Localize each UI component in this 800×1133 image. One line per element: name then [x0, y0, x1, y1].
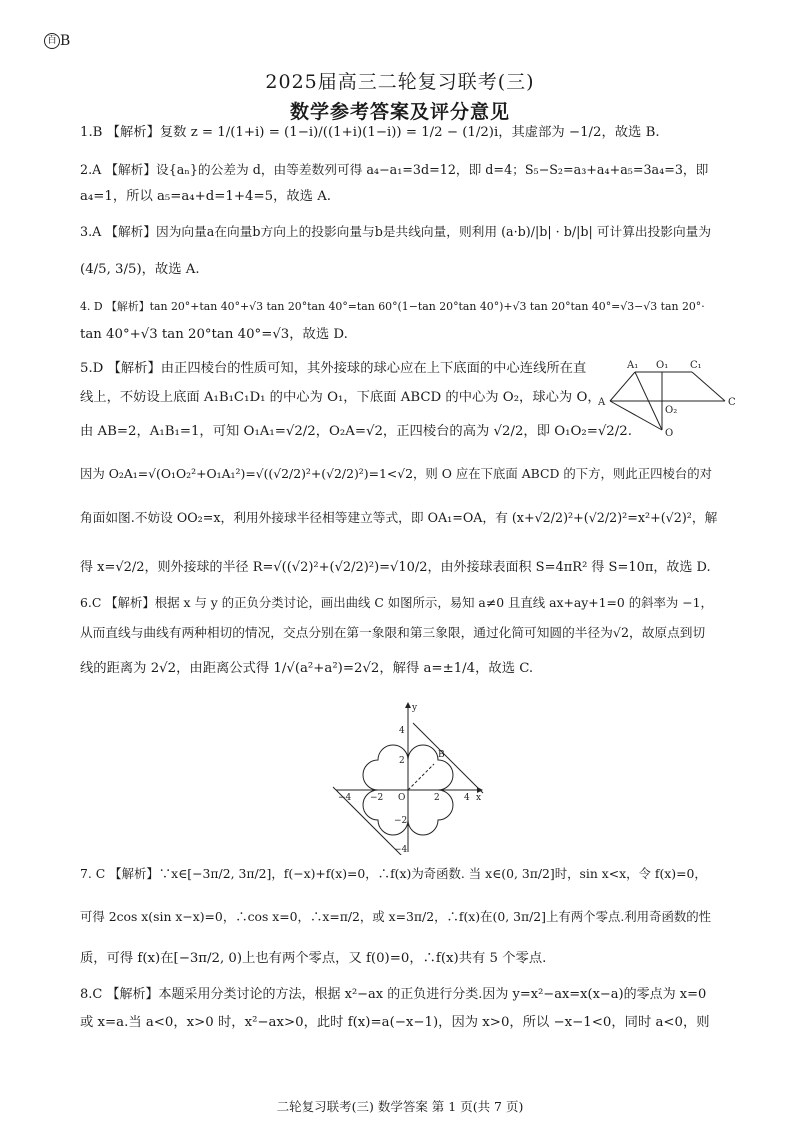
- x-tick-2: 2: [434, 793, 440, 803]
- origin-label: O: [398, 793, 406, 803]
- label-O2: O₂: [665, 405, 678, 416]
- answer-line: 3.A 【解析】因为向量a在向量b方向上的投影向量与b是共线向量，则利用 (a·b)/|b| · b/|b| 可计算出投影向量为: [80, 224, 712, 239]
- answer-line: 7. C 【解析】∵x∈[−3π/2, 3π/2]，f(−x)+f(x)=0，∴f(x)为奇函数. 当 x∈(0, 3π/2]时，sin x<x，令 f(x)=0，: [80, 866, 707, 881]
- answer-line: 5.D 【解析】由正四棱台的性质可知，其外接球的球心应在上下底面的中心连线所在直: [80, 361, 587, 376]
- curve-c-figure: [328, 700, 488, 855]
- label-C: C: [728, 397, 736, 408]
- answer-line: 质，可得 f(x)在[−3π/2, 0)上也有两个零点，又 f(0)=0，∴f(x)共有 5 个零点.: [80, 951, 547, 966]
- answer-line: 1.B 【解析】复数 z = 1/(1+i) = (1−i)/((1+i)(1−i)) = 1/2 − (1/2)i，其虚部为 −1/2，故选 B.: [80, 125, 660, 140]
- answer-line: 线的距离为 2√2，由距离公式得 1/√(a²+a²)=2√2，解得 a=±1/4，故选 C.: [80, 661, 534, 676]
- point-b-label: B: [438, 750, 445, 760]
- badge-circle: 百: [44, 33, 60, 49]
- answer-line: 线上，不妨设上底面 A₁B₁C₁D₁ 的中心为 O₁，下底面 ABCD 的中心为 O₂，球心为 O，: [80, 390, 601, 405]
- answer-line: 得 x=√2/2，则外接球的半径 R=√((√2)²+(√2/2)²)=√10/2，由外接球表面积 S=4πR² 得 S=10π，故选 D.: [80, 560, 711, 575]
- y-tick-neg2: −2: [394, 816, 408, 826]
- answer-line: 4. D 【解析】tan 20°+tan 40°+√3 tan 20°tan 40°=tan 60°(1−tan 20°tan 40°)+√3 tan 20°tan 40°=√3−√3 tan 20°·: [80, 300, 705, 313]
- x-tick-4: 4: [464, 793, 470, 803]
- answer-line: a₄=1，所以 a₅=a₄+d=1+4=5，故选 A.: [80, 189, 332, 204]
- axis-x-label: x: [476, 793, 482, 803]
- y-tick-neg4: −4: [394, 845, 408, 855]
- label-O1: O₁: [656, 360, 669, 371]
- answer-line: (4/5, 3/5)，故选 A.: [80, 262, 200, 277]
- answer-line: 因为 O₂A₁=√(O₁O₂²+O₁A₁²)=√((√2/2)²+(√2/2)²)=1<√2，则 O 应在下底面 ABCD 的下方，则此正四棱台的对: [80, 466, 713, 481]
- page-footer: 二轮复习联考(三) 数学答案 第 1 页(共 7 页): [276, 1099, 524, 1114]
- label-O: O: [665, 428, 674, 439]
- answer-line: 可得 2cos x(sin x−x)=0，∴cos x=0，∴x=π/2，或 x=3π/2，∴f(x)在(0, 3π/2]上有两个零点.利用奇函数的性: [80, 909, 712, 924]
- x-tick-neg4: −4: [338, 793, 352, 803]
- frustum-section-figure: [590, 358, 740, 443]
- y-tick-2: 2: [399, 756, 405, 766]
- answer-line: 从而直线与曲线有两种相切的情况，交点分别在第一象限和第三象限，通过化简可知圆的半径为√2，故原点到切: [80, 625, 706, 640]
- label-A1: A₁: [627, 360, 639, 371]
- label-C1: C₁: [690, 360, 702, 371]
- y-tick-4: 4: [399, 726, 405, 736]
- answer-line: 由 AB=2，A₁B₁=1，可知 O₁A₁=√2/2，O₂A=√2，正四棱台的高为 √2/2，即 O₁O₂=√2/2.: [80, 424, 632, 439]
- answer-line: 6.C 【解析】根据 x 与 y 的正负分类讨论，画出曲线 C 如图所示，易知 a≠0 且直线 ax+ay+1=0 的斜率为 −1，: [80, 595, 713, 610]
- label-A: A: [598, 397, 606, 408]
- answer-line: 8.C 【解析】本题采用分类讨论的方法，根据 x²−ax 的正负进行分类.因为 y=x²−ax=x(x−a)的零点为 x=0: [80, 987, 707, 1002]
- answer-line: 或 x=a.当 a<0，x>0 时，x²−ax>0，此时 f(x)=a(−x−1)，因为 x>0，所以 −x−1<0，同时 a<0，则: [80, 1015, 710, 1030]
- x-tick-neg2: −2: [370, 793, 384, 803]
- document-title: 2025届高三二轮复习联考(三): [265, 71, 535, 93]
- axis-y-label: y: [412, 703, 418, 713]
- document-subtitle: 数学参考答案及评分意见: [289, 101, 510, 123]
- answer-line: 2.A 【解析】设{aₙ}的公差为 d，由等差数列可得 a₄−a₁=3d=12，即 d=4；S₅−S₂=a₃+a₄+a₅=3a₄=3，即: [80, 162, 709, 177]
- answer-line: tan 40°+√3 tan 20°tan 40°=√3，故选 D.: [80, 327, 348, 342]
- answer-line: 角面如图.不妨设 OO₂=x，利用外接球半径相等建立等式，即 OA₁=OA，有 (x+√2/2)²+(√2/2)²=x²+(√2)²，解: [80, 510, 718, 525]
- badge-letter: B: [60, 33, 71, 49]
- page-badge: [44, 33, 70, 49]
